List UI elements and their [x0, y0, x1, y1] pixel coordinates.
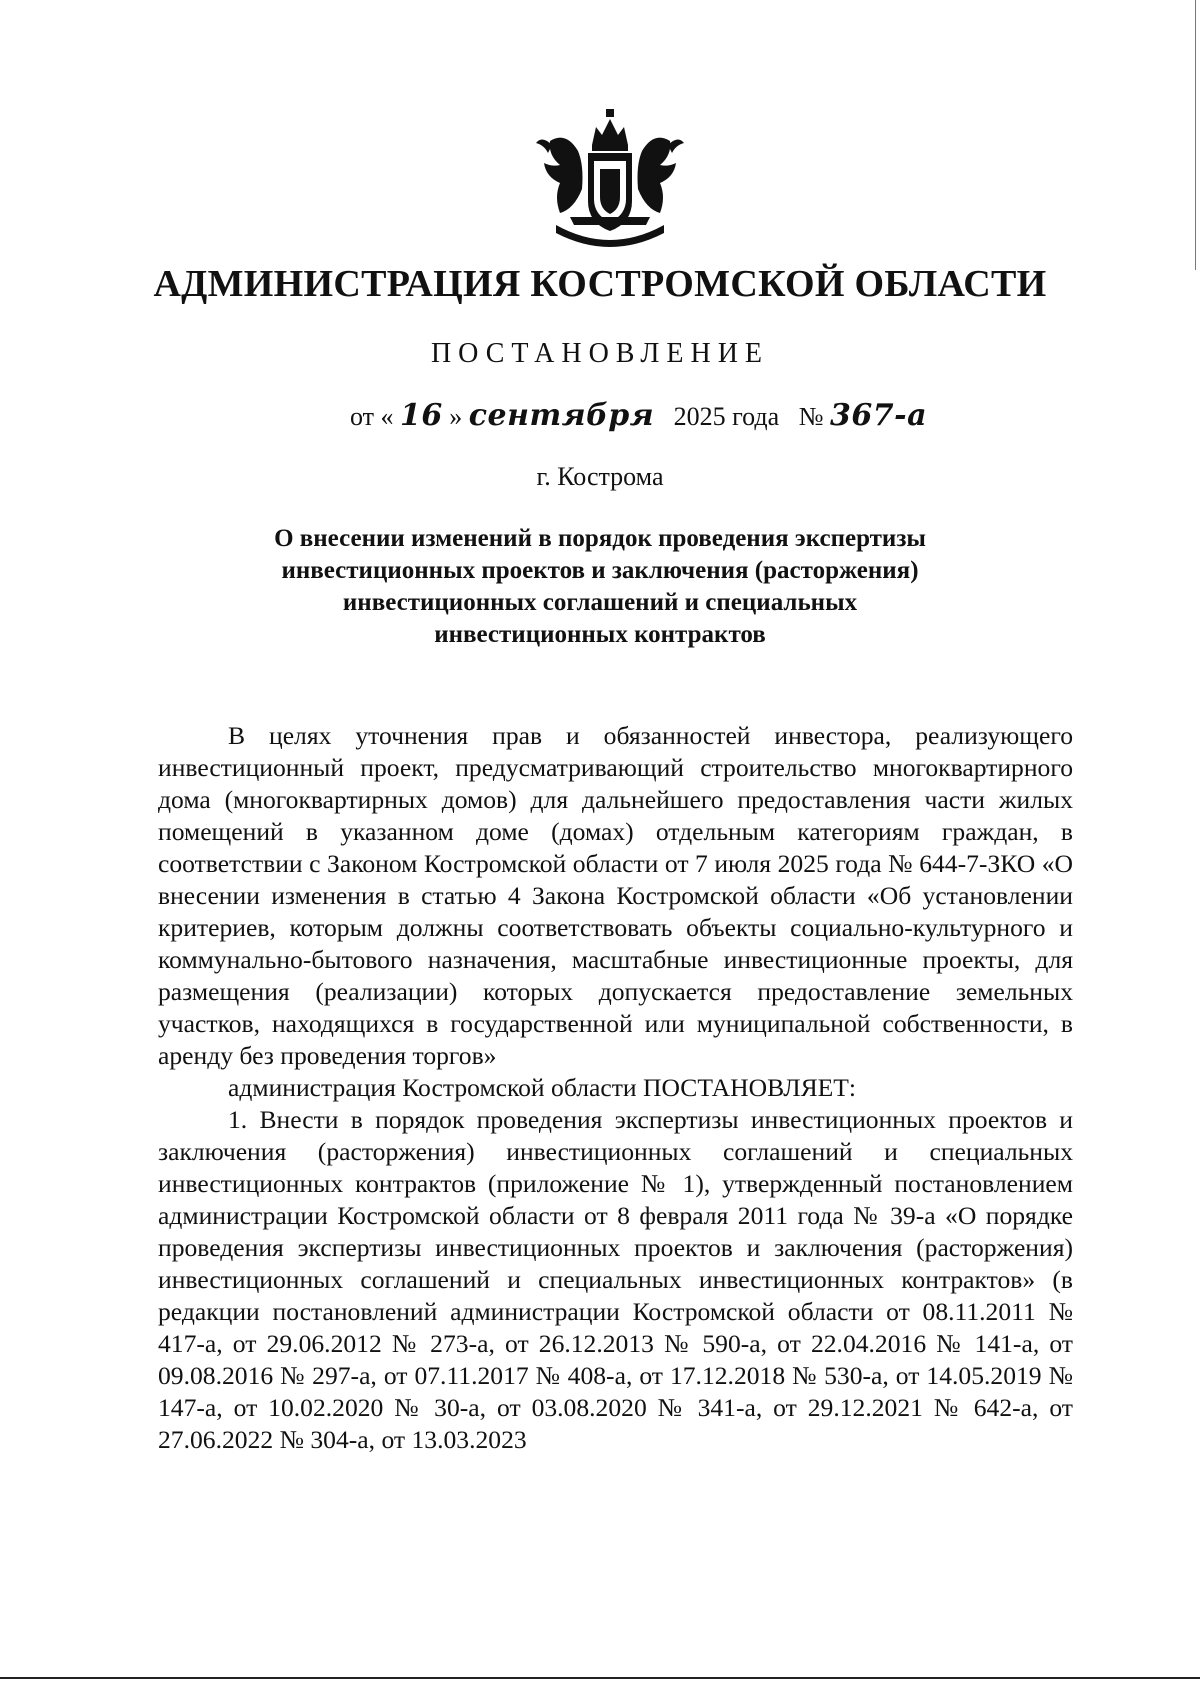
document-subject [220, 523, 980, 651]
date-year: 2025 года [673, 402, 780, 431]
document-body [158, 720, 1073, 1456]
date-month: сентября [468, 398, 655, 433]
scan-edge-line [1195, 0, 1196, 270]
body-paragraph: администрация Костромской области ПОСТАНОВЛЯЕТ: [228, 1073, 857, 1102]
subject-line: инвестиционных контрактов [434, 621, 766, 648]
date-prefix: от « [350, 402, 394, 431]
body-paragraph: В целях уточнения прав и обязанностей инвестора, реализующего инвестиционный проект, предусматривающий строительство многоквартирного дома (многоквартирных домов) для дальнейшего предоставления части жилых помещений в указанном доме (домах) отдельным категориям граждан, в соответствии с Законом Костромской области от 7 июля 2025 года № 644-7-ЗКО «О внесении изменения в статью 4 Закона Костромской области «Об установлении критериев, которым должны соответствовать объекты социально-культурного и коммунально-бытового назначения, масштабные инвестиционные проекты, для размещения (реализации) которых допускается предоставление земельных участков, находящихся в государственной или муниципальной собственности, в аренду без проведения торгов» [158, 721, 1073, 1070]
subject-line: инвестиционных соглашений и специальных [342, 589, 858, 616]
date-separator: » [449, 402, 463, 431]
subject-line: инвестиционных проектов и заключения (расторжения) [281, 557, 919, 584]
city: г. Кострома [536, 462, 664, 491]
number-prefix: № [798, 402, 824, 431]
coat-of-arms-icon [530, 105, 690, 255]
subject-line: О внесении изменений в порядок проведения экспертизы [274, 525, 926, 552]
scan-bottom-edge [0, 1677, 1200, 1679]
organization-title: АДМИНИСТРАЦИЯ КОСТРОМСКОЙ ОБЛАСТИ [153, 263, 1047, 305]
body-paragraph: 1. Внести в порядок проведения экспертизы инвестиционных проектов и заключения (расторжения) инвестиционных соглашений и специальных инвестиционных контрактов (приложение № 1), утвержденный постановлением администрации Костромской области от 8 февраля 2011 года № 39-а «О порядке проведения экспертизы инвестиционных проектов и заключения (расторжения) инвестиционных соглашений и специальных инвестиционных контрактов» (в редакции постановлений администрации Костромской области от 08.11.2011 № 417-а, от 29.06.2012 № 273-а, от 26.12.2013 № 590-а, от 22.04.2016 № 141-а, от 09.08.2016 № 297-а, от 07.11.2017 № 408-а, от 17.12.2018 № 530-а, от 14.05.2019 № 147-а, от 10.02.2020 № 30-а, от 03.08.2020 № 341-а, от 29.12.2021 № 642-а, от 27.06.2022 № 304-а, от 13.03.2023 [158, 1105, 1073, 1454]
document-type: ПОСТАНОВЛЕНИЕ [430, 338, 770, 369]
date-day: 16 [400, 398, 443, 433]
document-number: 367-а [830, 398, 928, 433]
date-number-line [350, 398, 1050, 433]
